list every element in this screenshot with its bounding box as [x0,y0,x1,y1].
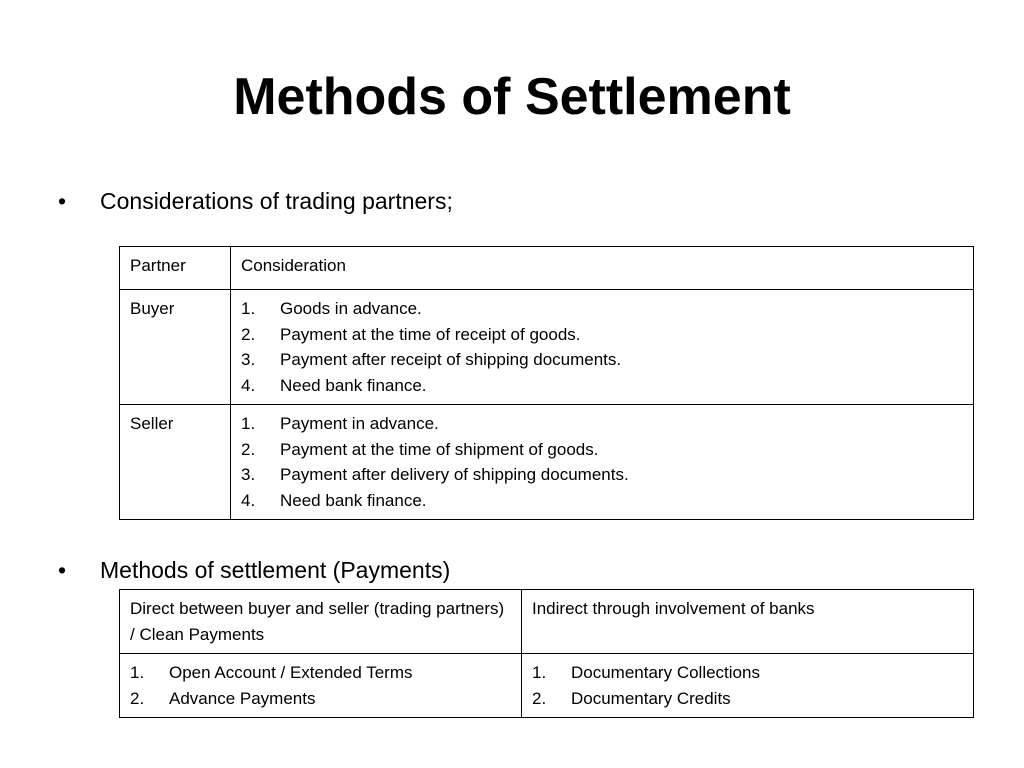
list-item: 2. Documentary Credits [532,688,731,708]
list-item: 4. Need bank finance. [241,375,427,395]
bullet-marker: • [58,557,67,583]
list-item: 1. Documentary Collections [532,663,760,682]
bullet-text: Methods of settlement (Payments) [100,557,451,583]
list-item: 1. Open Account / Extended Terms [130,663,413,682]
indirect-methods-list [532,660,963,711]
slide-title: Methods of Settlement [233,68,791,126]
direct-methods-cell [120,654,522,718]
partner-cell: Seller [120,405,231,520]
methods-table [119,589,974,718]
indirect-methods-cell [522,654,974,718]
consideration-cell [231,405,974,520]
list-item: 4. Need bank finance. [241,490,427,510]
partner-cell: Buyer [120,290,231,405]
bullet-marker: • [58,188,67,214]
header-consideration: Consideration [231,247,974,290]
bullet-considerations [58,186,453,216]
list-item: 1. Goods in advance. [241,299,422,318]
header-indirect: Indirect through involvement of banks [522,590,974,654]
list-item: 3. Payment after receipt of shipping documents. [241,350,622,369]
consideration-cell [231,290,974,405]
consideration-list [241,296,963,398]
table-row [120,654,974,718]
consideration-list [241,411,963,513]
header-direct: Direct between buyer and seller (trading partners) / Clean Payments [120,590,522,654]
bullet-text: Considerations of trading partners; [100,188,453,214]
list-item: 1. Payment in advance. [241,414,439,433]
table-row-buyer [120,290,974,405]
bullet-methods [58,555,450,585]
table-header-row [120,590,974,654]
list-item: 3. Payment after delivery of shipping documents. [241,465,629,484]
table-header-row [120,247,974,290]
list-item: 2. Payment at the time of shipment of goods. [241,439,599,459]
table-row-seller [120,405,974,520]
list-item: 2. Advance Payments [130,688,316,708]
direct-methods-list [130,660,511,711]
header-partner: Partner [120,247,231,290]
considerations-table [119,246,974,520]
list-item: 2. Payment at the time of receipt of goods. [241,324,581,344]
